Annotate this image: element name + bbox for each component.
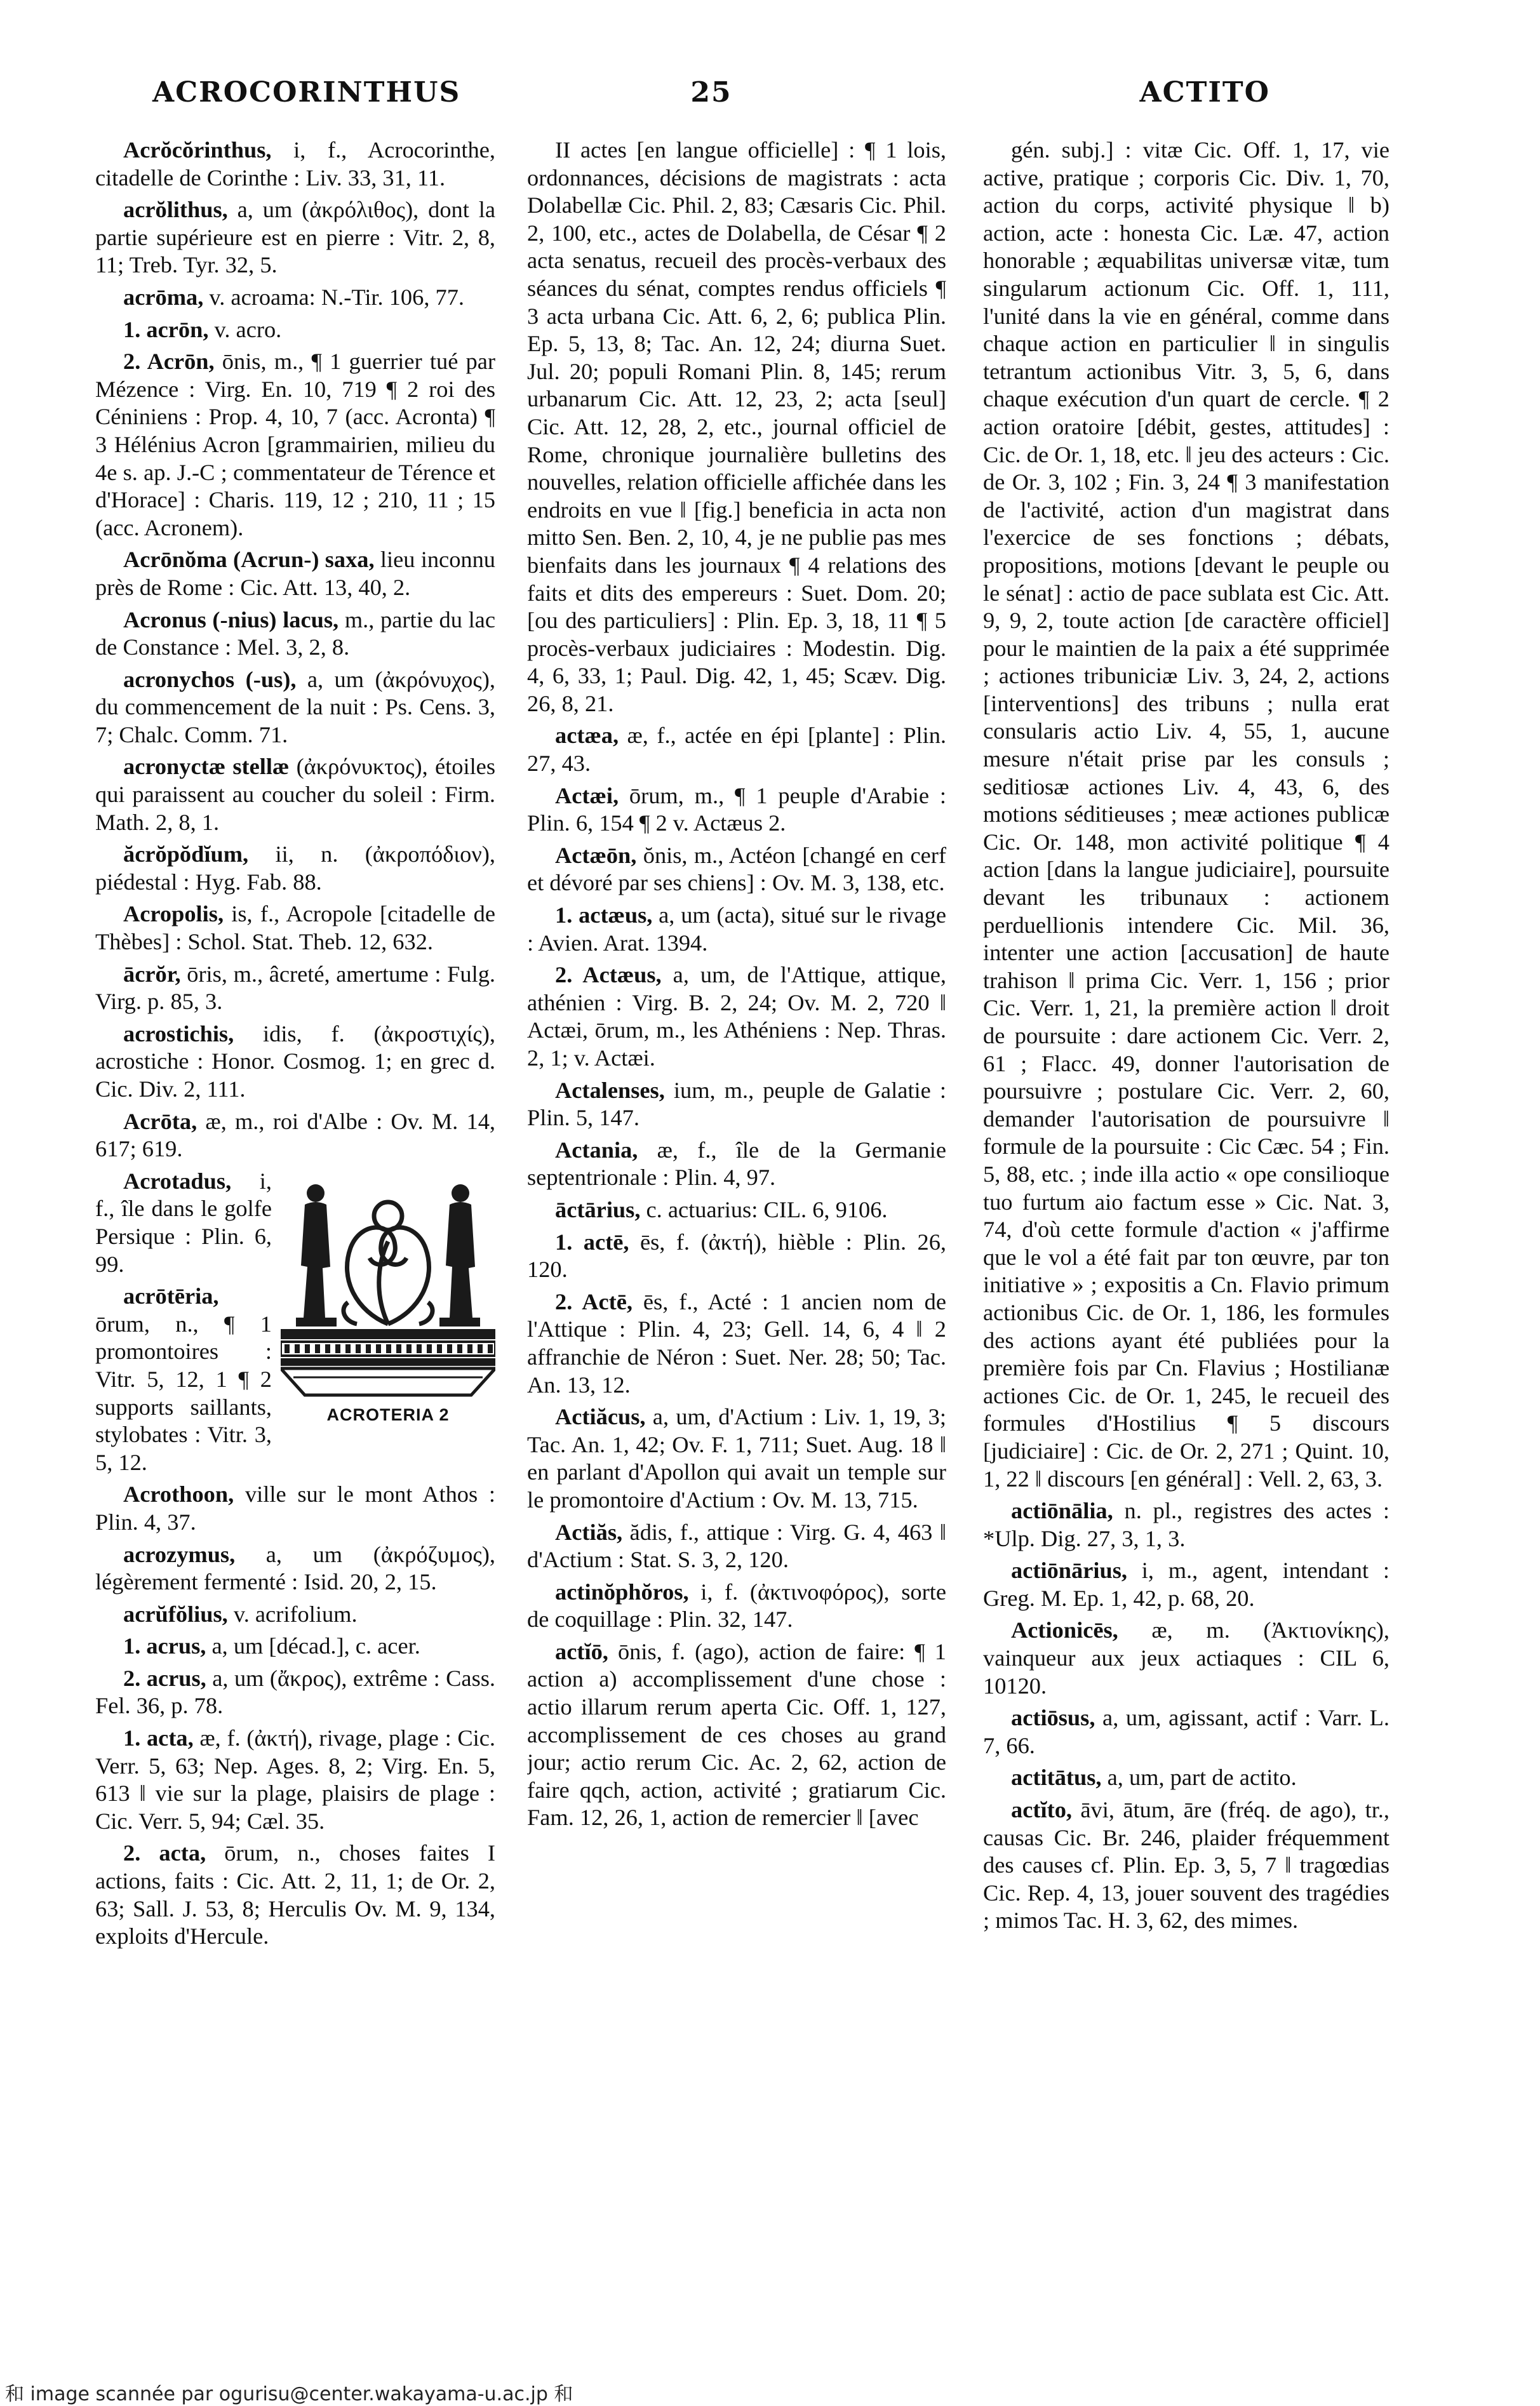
entry-headword: acrŭfŏlius,: [123, 1601, 228, 1627]
dictionary-entry: [527, 1519, 946, 1574]
left-statue: [296, 1184, 337, 1327]
entry-headword: actĭto,: [1011, 1797, 1072, 1823]
dictionary-entry: [95, 348, 495, 542]
entry-headword: 2. Acrōn,: [123, 349, 215, 375]
column-3: [983, 137, 1389, 2276]
entry-definition: a, um, de l'Attique, attique, athénien : Virg. B. 2, 24; Ov. M. 2, 720 ‖ Actæi, ōrum, m., les Athéniens : Nep. Thras. 2, 1; v. Actæi.: [527, 962, 946, 1071]
entry-headword: actitātus,: [1011, 1765, 1102, 1791]
entry-definition: v. acroama: N.-Tir. 106, 77.: [203, 284, 465, 310]
figure-caption: ACROTERIA 2: [326, 1405, 450, 1424]
dictionary-entry: [95, 196, 495, 279]
dictionary-entry: [95, 1633, 495, 1661]
dictionary-entry: [95, 1108, 495, 1163]
dictionary-entry: [983, 1557, 1389, 1612]
entry-headword: 1. acrus,: [123, 1633, 206, 1659]
entry-definition: ōrum, m., ¶ 1 peuple d'Arabie : Plin. 6, 154 ¶ 2 v. Actæus 2.: [527, 782, 946, 836]
entry-headword: acronyctæ stellæ: [123, 754, 290, 780]
dictionary-entry: [527, 1638, 946, 1832]
dictionary-entry: [95, 841, 495, 896]
entry-headword: actinŏphŏros,: [555, 1579, 689, 1605]
entry-definition: a, um (ἀκρόνυχος), du commencement de la nuit : Ps. Cens. 3, 7; Chalc. Comm. 71.: [95, 666, 495, 747]
entry-headword: Acronus (-nius) lacus,: [123, 606, 339, 632]
entry-definition: æ, f., actée en épi [plante] : Plin. 27, 43.: [527, 723, 946, 777]
entry-headword: acrōtēria,: [123, 1283, 219, 1309]
dictionary-entry: [95, 284, 495, 312]
dictionary-entry: [527, 842, 946, 897]
entry-definition: c. actuarius: CIL. 6, 9106.: [640, 1196, 888, 1222]
entry-definition: ădis, f., attique : Virg. G. 4, 463 ‖ d'Actium : Stat. S. 3, 2, 120.: [527, 1519, 946, 1573]
entry-headword: Acrothoon,: [123, 1481, 234, 1507]
entry-definition: ōrum, n., choses faites I actions, faits : Cic. Att. 2, 11, 1; de Or. 2, 63; Sall. J. 53, 8; Herculis Ov. M. 9, 134, exploits d'Hercule.: [95, 1840, 495, 1949]
entry-headword: acrozymus,: [123, 1541, 236, 1567]
dictionary-entry: [95, 1601, 495, 1629]
acroteria-drawing: [281, 1172, 495, 1400]
dictionary-entry: [95, 900, 495, 956]
dictionary-entry: [527, 722, 946, 777]
entry-definition: a, um, agissant, actif : Varr. L. 7, 66.: [983, 1705, 1389, 1758]
entry-definition: n. pl., registres des actes : *Ulp. Dig. 27, 3, 1, 3.: [983, 1498, 1389, 1551]
entry-definition: II actes [en langue officielle] : ¶ 1 lois, ordonnances, décisions de magistrats : acta Dolabellæ Cic. Phil. 2, 83; Cæsaris Cic. Phil. 2, 100, etc., actes de Dolabella, de César ¶ 2 acta senatus, recueil des procès-verbaux des séances du sénat, comptes rendus officiels ¶ 3 acta urbana Cic. Att. 6, 2, 6; publica Plin. Ep. 5, 13, 8; Tac. An. 12, 24; diurna Suet. Jul. 20; populi Romani Plin. 8, 145; rerum urbanarum Cic. Att. 12, 23, 2; acta [seul] Cic. Att. 12, 28, 2, etc., journal officiel de Rome, chronique journalière bulletins des nouvelles, relation officielle affichée dans les endroits en vue ‖ [fig.] beneficia in acta non mitto Sen. Ben. 2, 10, 4, je ne publie pas mes bienfaits dans les journaux ¶ 4 relations des faits et dits des empereurs : Suet. Dom. 20; [ou des particuliers] : Plin. Ep. 3, 18, 11 ¶ 5 procès-verbaux judiciaires : Modestin. Dig. 4, 6, 33, 1; Paul. Dig. 42, 1, 45; Scæv. Dig. 26, 8, 21.: [527, 137, 946, 716]
entry-definition: a, um (ἄκρος), extrême : Cass. Fel. 36, p. 78.: [95, 1665, 495, 1719]
dictionary-entry: [527, 782, 946, 838]
dictionary-entry: [983, 1764, 1389, 1792]
entry-headword: Actiăcus,: [555, 1404, 646, 1430]
entry-definition: a, um [décad.], c. acer.: [206, 1633, 420, 1659]
entry-headword: Actiăs,: [555, 1519, 623, 1545]
entry-definition: lieu inconnu près de Rome : Cic. Att. 13, 40, 2.: [95, 547, 495, 600]
entry-definition: ēs, f., Acté : 1 ancien nom de l'Attique : Plin. 4, 23; Gell. 14, 6, 4 ‖ 2 affranchie de Néron : Suet. Ner. 28; 50; Tac. An. 13, 12.: [527, 1288, 946, 1398]
entry-definition: ōnis, m., ¶ 1 guerrier tué par Mézence : Virg. En. 10, 719 ¶ 2 roi des Céniniens : Prop. 4, 10, 7 (acc. Acronta) ¶ 3 Hélénius Acron [grammairien, milieu du 4e s. ap. J.-C ; commentateur de Térence et d'Horace] : Charis. 119, 12 ; 210, 11 ; 15 (acc. Acronem).: [95, 349, 495, 540]
entry-definition: v. acro.: [208, 316, 282, 342]
page-number: 25: [690, 76, 732, 109]
entry-headword: actæa,: [555, 723, 619, 749]
dictionary-entry: [983, 1497, 1389, 1553]
column-1: [95, 137, 495, 2276]
dictionary-entry: [527, 902, 946, 957]
entry-headword: acrŏlithus,: [123, 197, 228, 223]
entry-definition: āvi, ātum, āre (fréq. de ago), tr., causas Cic. Br. 246, plaider fréquemment des causes cf. Plin. Ep. 3, 5, 7 ‖ tragœdias Cic. Rep. 4, 13, jouer souvent des tragédies ; mimos Tac. H. 3, 62, des mimes.: [983, 1797, 1389, 1934]
entry-definition: æ, f. (ἀκτή), rivage, plage : Cic. Verr. 5, 63; Nep. Ages. 8, 2; Virg. En. 5, 613 ‖ vie sur la plage, plaisirs de plage : Cic. Verr. 5, 94; Cæl. 35.: [95, 1725, 495, 1834]
acroteria-illustration: [281, 1172, 495, 1424]
dictionary-entry: [527, 1579, 946, 1634]
entry-headword: 1. acta,: [123, 1725, 194, 1751]
entry-definition: ium, m., peuple de Galatie : Plin. 5, 147.: [527, 1077, 946, 1131]
entry-headword: 1. acrōn,: [123, 316, 209, 342]
dictionary-entry: [95, 753, 495, 836]
scan-credit: 和 image scannée par ogurisu@center.wakayama-u.ac.jp 和: [5, 2383, 573, 2405]
entry-definition: i, f., île dans le golfe Persique : Plin. 6, 99.: [95, 1168, 272, 1277]
entry-definition: i, m., agent, intendant : Greg. M. Ep. 1, 42, p. 68, 20.: [983, 1558, 1389, 1611]
entry-definition: a, um (acta), situé sur le rivage : Avien. Arat. 1394.: [527, 902, 946, 956]
entry-headword: 2. acrus,: [123, 1665, 206, 1691]
entry-headword: Actania,: [555, 1137, 638, 1163]
dictionary-entry: [527, 1288, 946, 1399]
entry-headword: 1. actē,: [555, 1229, 629, 1255]
dictionary-entry: [95, 546, 495, 601]
entry-headword: 2. Actæus,: [555, 962, 662, 988]
entry-headword: Acrotadus,: [123, 1168, 232, 1194]
entry-headword: actiōsus,: [1011, 1705, 1095, 1731]
dictionary-entry: [983, 1796, 1389, 1935]
entry-definition: ŏnis, m., Actéon [changé en cerf et dévoré par ses chiens] : Ov. M. 3, 138, etc.: [527, 842, 946, 896]
entry-headword: actiōnālia,: [1011, 1498, 1113, 1524]
dictionary-entry: [95, 606, 495, 662]
entry-definition: æ, f., île de la Germanie septentrionale : Plin. 4, 97.: [527, 1137, 946, 1191]
dictionary-entry: [527, 1077, 946, 1132]
entry-definition: gén. subj.] : vitæ Cic. Off. 1, 17, vie active, pratique ; corporis Cic. Div. 1, 70, action du corps, activité physique ‖ b) action, acte : honesta Cic. Læ. 47, action honorable ; æquabilitas universæ vitæ, tum singularum actionum Cic. Off. 1, 111, l'unité dans la vie en général, comme dans chaque action en particulier ‖ in singulis tetrantum actionibus Vitr. 3, 5, 6, dans chaque exécution d'un quart de cercle. ¶ 2 action oratoire [débit, gestes, attitudes] : Cic. de Or. 1, 18, etc. ‖ jeu des acteurs : Cic. de Or. 3, 102 ; Fin. 3, 24 ¶ 3 manifestation de l'activité, action d'un magistrat dans l'exercice de ses fonctions ; débats, propositions, motions [devant le peuple ou le sénat] : actio de pace sublata est Cic. Att. 9, 9, 2, toute action [de caractère officiel] pour le maintien de la paix a été supprimée ; actiones tribuniciæ Liv. 3, 24, 2, actions [interventions] des tribuns ; nulla erat consularis actio Liv. 4, 55, 1, aucune mesure n'était prise par les consuls ; seditiosæ actiones Liv. 4, 43, 6, des motions séditieuses ; meæ actiones publicæ Cic. Or. 148, mon activité politique ¶ 4 action [dans la langue judiciaire], poursuite devant les tribunaux : actionem perduellionis intendere Cic. Mil. 36, intenter une action [accusation] de haute trahison ‖ prima Cic. Verr. 1, 156 ; prior Cic. Verr. 1, 21, la première action ‖ droit de poursuite : dare actionem Cic. Verr. 2, 61 ; Flacc. 49, donner l'autorisation de poursuivre ; postulare Cic. Verr. 2, 60, demander l'autorisation de poursuivre ‖ formule de la poursuite : Cic Cæc. 54 ; Fin. 5, 88, etc. ; inde illa actio « ope consilioque tuo furtum aio factum esse » Cic. Nat. 3, 74, d'où cette formule d'action « j'affirme que le vol a été fait par ton œuvre, par ton initiative » ; expositis a Cn. Flavio primum actionibus Cic. de Or. 1, 186, les formules des actions ayant été publiées pour la première fois par Cn. Flavius ; Hostilianæ actiones Cic. de Or. 1, 245, le recueil des formules d'Hostilius ¶ 5 discours [judiciaire] : Cic. de Or. 2, 271 ; Quint. 10, 1, 22 ‖ discours [en général] : Vell. 2, 63, 3.: [983, 137, 1389, 1492]
entry-headword: ācrŏr,: [123, 961, 181, 987]
dictionary-entry: [95, 1665, 495, 1720]
dictionary-entry: [95, 316, 495, 344]
entry-headword: 1. actæus,: [555, 902, 653, 928]
entry-headword: 2. Actē,: [555, 1288, 633, 1314]
dictionary-entry: [95, 961, 495, 1016]
entry-headword: ăcrŏpŏdĭum,: [123, 841, 249, 867]
column-2: [527, 137, 946, 2276]
entry-definition: i, f., Acrocorinthe, citadelle de Corinthe : Liv. 33, 31, 11.: [95, 137, 495, 190]
entry-headword: āctārius,: [555, 1196, 641, 1222]
header-first-word: ACROCORINTHUS: [152, 76, 461, 109]
entry-definition: i, f. (ἀκτινοφόρος), sorte de coquillage : Plin. 32, 147.: [527, 1579, 946, 1633]
dictionary-entry: [95, 1840, 495, 1950]
entry-definition: a, um (ἀκρόζυμος), légèrement fermenté : Isid. 20, 2, 15.: [95, 1541, 495, 1595]
entry-definition: idis, f. (ἀκροστιχίς), acrostiche : Honor. Cosmog. 1; en grec d. Cic. Div. 2, 111.: [95, 1020, 495, 1102]
entry-definition: æ, m. (Ἀκτιονίκης), vainqueur aux jeux actiaques : CIL 6, 10120.: [983, 1617, 1389, 1699]
dictionary-entry: [95, 666, 495, 749]
entry-definition: a, um, part de actito.: [1101, 1765, 1297, 1791]
entry-definition: a, um (ἀκρόλιθος), dont la partie supérieure est en pierre : Vitr. 2, 8, 11; Treb. Tyr. 32, 5.: [95, 197, 495, 278]
cornice: [281, 1329, 495, 1395]
entry-headword: actĭō,: [555, 1638, 608, 1664]
entry-definition: æ, m., roi d'Albe : Ov. M. 14, 617; 619.: [95, 1108, 495, 1162]
entry-headword: Acrōta,: [123, 1108, 198, 1134]
dictionary-entry: [527, 1196, 946, 1224]
entry-definition: ōnis, f. (ago), action de faire: ¶ 1 action a) accomplissement d'une chose : actio illarum rerum aperta Cic. Off. 1, 127, accomplissement de ces choses au grand jour; actio rerum Cic. Ac. 2, 62, action de faire qqch, action, activité ; gratiarum Cic. Fam. 12, 26, 1, action de remercier ‖ [avec: [527, 1638, 946, 1831]
entry-definition: a, um, d'Actium : Liv. 1, 19, 3; Tac. An. 1, 42; Ov. F. 1, 711; Suet. Aug. 18 ‖ en parlant d'Apollon qui avait un temple sur le promontoire d'Actium : Ov. M. 13, 715.: [527, 1404, 946, 1513]
entry-headword: Acropolis,: [123, 901, 224, 927]
entry-headword: Actæi,: [555, 782, 619, 808]
entry-definition: ōrum, n., ¶ 1 promontoires : Vitr. 5, 12, 1 ¶ 2 supports saillants, stylobates : Vitr. 3, 5, 12.: [95, 1311, 272, 1475]
scroll-ornament: [344, 1202, 432, 1324]
entry-definition: v. acrifolium.: [227, 1601, 358, 1627]
entry-headword: Acrŏcŏrinthus,: [123, 137, 272, 163]
entry-headword: acronychos (-us),: [123, 666, 297, 692]
entry-headword: actiōnārius,: [1011, 1558, 1127, 1584]
dictionary-entry: [95, 1481, 495, 1536]
entry-headword: 2. acta,: [123, 1840, 206, 1866]
entry-headword: acrostichis,: [123, 1020, 234, 1046]
entry-headword: acrōma,: [123, 284, 204, 310]
entry-definition: ēs, f. (ἀκτή), hièble : Plin. 26, 120.: [527, 1229, 946, 1283]
dictionary-entry: [95, 137, 495, 192]
header-last-word: ACTITO: [1139, 76, 1270, 109]
dictionary-entry: [983, 137, 1389, 1493]
dictionary-entry: [95, 1725, 495, 1835]
entry-definition: ii, n. (ἀκροπόδιον), piédestal : Hyg. Fab. 88.: [95, 841, 495, 895]
right-statue: [439, 1184, 480, 1327]
entry-headword: Actæōn,: [555, 842, 637, 868]
dictionary-entry: [527, 1137, 946, 1192]
dictionary-entry: [983, 1617, 1389, 1700]
entry-definition: (ἀκρόνυκτος), étoiles qui paraissent au coucher du soleil : Firm. Math. 2, 8, 1.: [95, 754, 495, 835]
entry-definition: ville sur le mont Athos : Plin. 4, 37.: [95, 1481, 495, 1535]
dictionary-entry: [95, 1020, 495, 1104]
dictionary-entry: [527, 961, 946, 1072]
dictionary-entry: [527, 137, 946, 718]
dictionary-entry: [983, 1704, 1389, 1760]
dictionary-entry: [527, 1403, 946, 1514]
entry-headword: Actalenses,: [555, 1077, 665, 1103]
entry-definition: m., partie du lac de Constance : Mel. 3, 2, 8.: [95, 606, 495, 660]
entry-headword: Actionicēs,: [1011, 1617, 1118, 1643]
dictionary-entry: [527, 1229, 946, 1284]
entry-definition: ōris, m., âcreté, amertume : Fulg. Virg. p. 85, 3.: [95, 961, 495, 1015]
dictionary-entry: [95, 1541, 495, 1596]
entry-definition: is, f., Acropole [citadelle de Thèbes] : Schol. Stat. Theb. 12, 632.: [95, 901, 495, 955]
page-header: [152, 76, 1270, 121]
entry-headword: Acrōnŏma (Acrun-) saxa,: [123, 547, 375, 573]
